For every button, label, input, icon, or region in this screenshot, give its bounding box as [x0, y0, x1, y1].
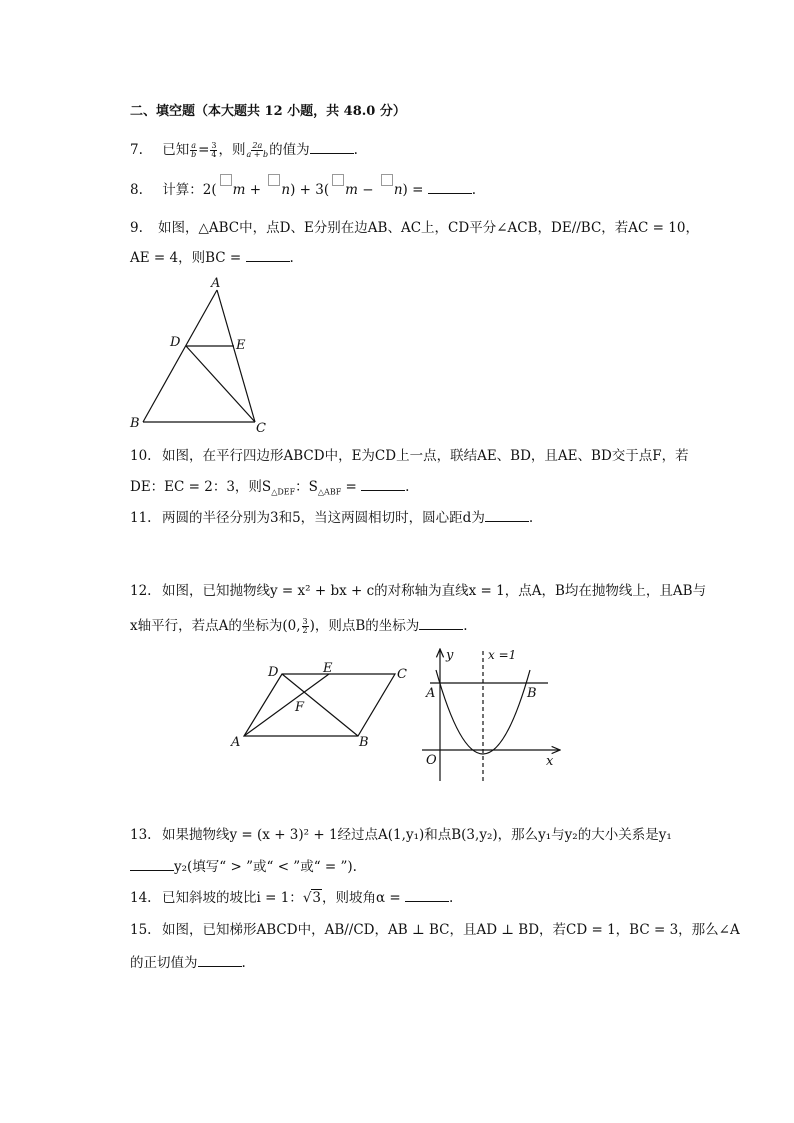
- label-a: A: [231, 735, 241, 750]
- sqrt-n: n: [378, 180, 403, 200]
- parabola-figure: [420, 643, 570, 788]
- period: .: [471, 182, 476, 198]
- question-number: 15.: [130, 922, 152, 938]
- question-number: 7.: [130, 142, 143, 158]
- q8-text: 计算：2(: [162, 182, 217, 198]
- subscript: △ABF: [317, 487, 342, 497]
- question-8: [130, 180, 476, 200]
- q10-text: DE：EC = 2：3，则S: [130, 479, 272, 495]
- answer-blank[interactable]: [310, 141, 354, 154]
- label-e: E: [323, 661, 333, 676]
- q15-text: 的正切值为: [130, 955, 198, 971]
- label-o: O: [426, 753, 437, 768]
- answer-blank[interactable]: [361, 478, 405, 491]
- period: .: [463, 618, 468, 634]
- period: .: [528, 510, 534, 526]
- answer-blank[interactable]: [246, 249, 290, 262]
- answer-blank[interactable]: [130, 858, 174, 871]
- question-12-line1: [130, 581, 706, 601]
- q14-text: ，则坡角α =: [322, 890, 401, 906]
- label-x: x: [546, 754, 554, 769]
- fraction-a-b: $\frac{a}{b}$: [191, 141, 197, 159]
- plus: +: [245, 182, 266, 198]
- segment-ae: [244, 674, 329, 736]
- question-10-line2: [130, 477, 409, 503]
- fraction-3-4: $\frac{3}{4}$: [211, 141, 217, 159]
- subscript: △DEF: [271, 487, 296, 497]
- label-c: C: [397, 667, 407, 682]
- question-number: 11.: [130, 510, 152, 526]
- question-9-line2: [130, 248, 294, 268]
- period: .: [353, 142, 358, 158]
- question-11: [130, 508, 533, 528]
- question-13-line2: [130, 857, 357, 877]
- equals: =: [198, 142, 210, 158]
- q15-text: 如图，已知梯形ABCD中，AB//CD，AB ⊥ BC，且AD ⊥ BD，若CD = 1，BC = 3，那么∠A: [162, 922, 740, 938]
- label-e: E: [236, 338, 246, 353]
- parallelogram-figure: [225, 658, 415, 753]
- label-a: A: [211, 276, 221, 291]
- segment-ab: [143, 290, 217, 422]
- sqrt-m: m: [329, 180, 358, 200]
- question-number: 14.: [130, 890, 152, 906]
- fraction-2a-ab: $\frac{2a}{a + b}$: [246, 141, 269, 159]
- q13-text: y₂(填写“ > ”或“ < ”或“ = ”).: [174, 859, 357, 875]
- sqrt-3: √3: [302, 890, 322, 906]
- q7-text: 的值为: [269, 142, 310, 158]
- q10-text: ：S: [295, 479, 318, 495]
- answer-blank[interactable]: [405, 889, 449, 902]
- label-d: D: [170, 335, 181, 350]
- answer-blank[interactable]: [428, 181, 472, 194]
- q14-text: 已知斜坡的坡比i = 1：: [162, 890, 303, 906]
- answer-blank[interactable]: [485, 509, 529, 522]
- sqrt-m: m: [217, 180, 246, 200]
- minus: −: [357, 182, 378, 198]
- segment-ac: [217, 290, 255, 422]
- q12-text: )，则点B的坐标为: [309, 618, 420, 634]
- q7-text: 已知: [162, 142, 190, 158]
- question-15-line1: [130, 920, 740, 940]
- period: .: [289, 250, 294, 266]
- q11-text: 两圆的半径分别为3和5，当这两圆相切时，圆心距d为: [162, 510, 485, 526]
- label-a: A: [426, 686, 436, 701]
- question-13-line1: [130, 825, 672, 845]
- answer-blank[interactable]: [419, 617, 463, 630]
- period: .: [405, 479, 410, 495]
- q9-text: AE = 4，则BC =: [130, 250, 242, 266]
- fraction-3-2: $\frac{3}{2}$: [302, 617, 308, 635]
- label-d: D: [268, 665, 279, 680]
- question-number: 9.: [130, 220, 143, 236]
- q13-text: 如果抛物线y = (x + 3)² + 1经过点A(1,y₁)和点B(3,y₂)，那么y₁与y₂的大小关系是y₁: [162, 827, 672, 843]
- label-b: B: [130, 416, 140, 431]
- question-9-line1: [130, 218, 699, 238]
- period: .: [449, 890, 454, 906]
- triangle-figure: [125, 275, 275, 435]
- q9-text: 如图，△ABC中，点D、E分别在边AB、AC上，CD平分∠ACB，DE//BC，若AC = 10，: [158, 220, 699, 236]
- label-axis: x =1: [488, 648, 517, 662]
- q10-text: 如图，在平行四边形ABCD中，E为CD上一点，联结AE、BD，且AE、BD交于点F，若: [162, 448, 689, 464]
- label-b: B: [359, 735, 369, 750]
- q12-text: x轴平行，若点A的坐标为(0,: [130, 618, 301, 634]
- period: .: [241, 955, 246, 971]
- q8-text: ) + 3(: [290, 182, 330, 198]
- label-y: y: [446, 648, 454, 663]
- q10-text: =: [341, 479, 357, 495]
- question-10-line1: [130, 446, 689, 466]
- question-number: 12.: [130, 583, 152, 599]
- question-7: [130, 140, 358, 160]
- sqrt-n: n: [265, 180, 290, 200]
- segment-db: [282, 674, 358, 736]
- question-number: 10.: [130, 448, 152, 464]
- q7-text: ，则: [218, 142, 246, 158]
- question-14: [130, 888, 453, 908]
- label-c: C: [256, 421, 266, 435]
- question-15-line2: [130, 953, 246, 973]
- section-title: 二、填空题（本大题共 12 小题，共 48.0 分）: [130, 104, 406, 119]
- question-12-line2: [130, 616, 468, 636]
- q8-text: ) =: [402, 182, 424, 198]
- question-number: 13.: [130, 827, 152, 843]
- label-f: F: [295, 700, 305, 715]
- answer-blank[interactable]: [198, 954, 242, 967]
- label-b: B: [527, 686, 537, 701]
- question-number: 8.: [130, 182, 143, 198]
- q12-text: 如图，已知抛物线y = x² + bx + c的对称轴为直线x = 1，点A，B均在抛物线上，且AB与: [162, 583, 707, 599]
